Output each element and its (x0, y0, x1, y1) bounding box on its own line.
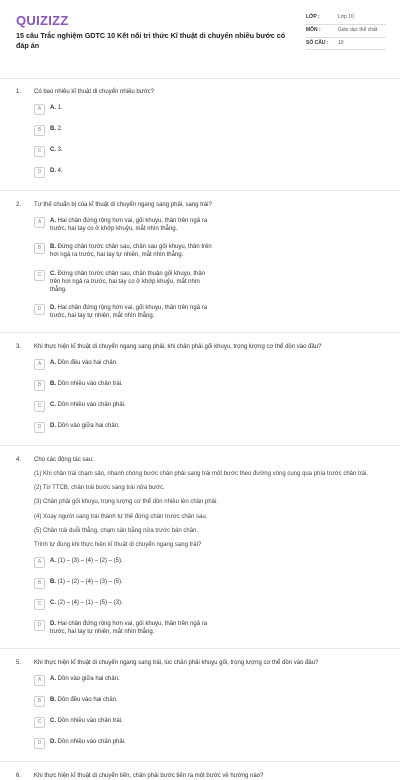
answer-option[interactable] (34, 675, 222, 686)
option-body: Đứng chân trước chân sau, chân thuận gối khuỵu, thân trên hơi ngả ra trước, hai tay co ở khớp khuỷu, mắt nhìn thẳng. (50, 270, 206, 293)
meta-row-count (306, 38, 386, 51)
question-divider (0, 648, 400, 649)
option-text (50, 401, 222, 409)
answer-option[interactable] (34, 557, 222, 568)
option-text (50, 270, 222, 294)
question-statement: Trình tự đúng khi thực hiện kĩ thuật di chuyển ngang sang trái? (34, 541, 202, 548)
option-key: A. (50, 105, 56, 112)
answer-options (16, 104, 384, 188)
answer-option[interactable] (34, 359, 222, 370)
question-number: 4. (16, 457, 22, 464)
option-text (50, 422, 222, 430)
option-text (50, 167, 222, 175)
question-statement: (4) Xoay người sang trái thành tư thế đứng chân trước chân sau. (34, 513, 208, 520)
option-text (50, 675, 222, 683)
question-statement: (5) Chân trái duỗi thẳng, chạm sân bằng nửa trước bàn chân. (34, 527, 199, 534)
meta-value: Giáo dục thể chất (338, 26, 378, 33)
option-body: 1. (57, 105, 63, 112)
option-letter-box: D (34, 620, 45, 631)
option-letter-box: C (34, 401, 45, 412)
option-key: D. (50, 304, 56, 311)
option-letter-box: A (34, 359, 45, 370)
question-statement: (2) Từ TTCB, chân trái bước sang trái nửa bước. (34, 485, 165, 492)
option-key: B. (50, 381, 56, 388)
option-body: Hai chân đứng rộng hơn vai, gối khuỵu, thân trên ngả ra trước, hai tay co ở khớp khuỷu, mắt nhìn thẳng. (50, 218, 208, 233)
option-text (50, 146, 222, 154)
option-letter-box: A (34, 675, 45, 686)
option-letter-box: A (34, 217, 45, 228)
question-text: Tư thế chuẩn bị của kĩ thuật di chuyển ngang sang phải, sang trái? (34, 202, 212, 209)
answer-option[interactable] (34, 717, 222, 728)
option-key: C. (50, 270, 56, 277)
question-text: Có bao nhiêu kĩ thuật di chuyển nhiều bước? (34, 89, 155, 95)
question-text: Khi thực hiện kĩ thuật di chuyển ngang sang trái, lúc chân phải khuỵu gối, trọng lượng cơ thể dồn vào đâu? (34, 659, 319, 666)
option-letter-box: D (34, 738, 45, 749)
option-body: (1) – (2) – (4) – (3) – (5). (57, 578, 123, 585)
meta-value: Lớp 10 (338, 14, 354, 20)
option-body: Dồn nhiều vào chân trái. (57, 381, 123, 388)
question-list (0, 84, 400, 780)
option-letter-box: B (34, 380, 45, 391)
option-key: C. (50, 402, 56, 409)
question-number: 3. (16, 344, 22, 351)
option-key: C. (50, 718, 56, 725)
option-text (50, 578, 222, 586)
option-key: B. (50, 697, 56, 704)
option-body: Dồn đều vào hai chân. (57, 360, 118, 367)
option-body: (1) – (3) – (4) – (2) – (5). (57, 557, 123, 564)
meta-value: 10 (338, 39, 344, 46)
question-number: 1. (16, 89, 22, 95)
question-number: 5. (16, 659, 22, 666)
question-header (16, 339, 384, 351)
option-letter-box: C (34, 146, 45, 157)
option-key: B. (50, 244, 56, 251)
option-body: Dồn vào giữa hai chân. (57, 423, 120, 430)
option-body: Dồn nhiều vào chân phải. (57, 402, 126, 409)
answer-option[interactable] (34, 270, 222, 294)
question-header (16, 768, 384, 780)
option-letter-box: A (34, 104, 45, 115)
option-letter-box: D (34, 422, 45, 433)
meta-row-subject (306, 25, 386, 38)
option-key: A. (50, 676, 56, 683)
answer-option[interactable] (34, 620, 222, 636)
meta-box (306, 12, 386, 50)
option-letter-box: C (34, 717, 45, 728)
answer-option[interactable] (34, 380, 222, 391)
option-key: C. (50, 147, 56, 154)
answer-option[interactable] (34, 146, 222, 157)
option-text (50, 696, 222, 704)
meta-label: SỐ CÂU : (306, 39, 329, 46)
answer-options (16, 359, 384, 443)
answer-option[interactable] (34, 217, 222, 233)
question-divider (0, 332, 400, 333)
option-body: 2. (57, 126, 63, 133)
option-letter-box: C (34, 599, 45, 610)
question-item (0, 655, 400, 759)
page-title: 15 câu Trắc nghiệm GDTC 10 Kết nối tri thức Kĩ thuật di chuyển nhiều bước có đáp án (16, 31, 286, 50)
option-key: A. (50, 557, 56, 564)
option-letter-box: B (34, 578, 45, 589)
question-header (16, 84, 384, 96)
option-body: Hai chân đứng rộng hơn vai, gối khuỵu, thân trên ngả ra trước, hai tay tự nhiên, mắt nhìn thẳng. (50, 620, 208, 635)
answer-option[interactable] (34, 401, 222, 412)
question-item (0, 452, 400, 646)
meta-row-class (306, 12, 386, 25)
option-body: 4. (57, 168, 63, 175)
option-body: Dồn nhiều vào chân phải. (57, 739, 126, 746)
question-statement: (3) Chân phải gối khuỵu, trọng lượng cơ thể dồn nhiều lên chân phải. (34, 499, 219, 506)
question-number: 2. (16, 202, 22, 209)
question-divider (0, 445, 400, 446)
question-item (0, 339, 400, 443)
option-body: Dồn nhiều vào chân trái. (57, 718, 123, 725)
option-key: D. (50, 620, 56, 627)
answer-option[interactable] (34, 696, 222, 707)
question-item (0, 768, 400, 780)
question-item (0, 197, 400, 330)
brand-logo: QUIZIZZ (16, 13, 69, 28)
option-letter-box: D (34, 167, 45, 178)
option-text (50, 738, 222, 746)
option-letter-box: B (34, 243, 45, 254)
header (16, 12, 386, 72)
option-letter-box: A (34, 557, 45, 568)
option-body: Dồn vào giữa hai chân. (57, 676, 120, 683)
option-body: Đứng chân trước chân sau, chân sau gối khuỵu, thân trên hơi ngả ra trước, hai tay tự nhiên, mắt nhìn thẳng. (50, 244, 212, 259)
question-text: Cho các động tác sau: (34, 457, 94, 464)
answer-option[interactable] (34, 304, 222, 320)
option-key: B. (50, 578, 56, 585)
option-letter-box: B (34, 696, 45, 707)
option-text (50, 380, 222, 388)
option-body: Hai chân đứng rộng hơn vai, gối khuỵu, thân trên ngả ra trước, hai tay tự nhiên, mắt nhìn thẳng. (50, 304, 208, 319)
option-key: D. (50, 739, 56, 746)
question-number: 6. (16, 773, 22, 780)
answer-option[interactable] (34, 243, 222, 259)
option-text (50, 557, 222, 565)
option-letter-box: C (34, 270, 45, 281)
answer-option[interactable] (34, 738, 222, 749)
question-header (16, 197, 384, 209)
meta-label: MÔN : (306, 26, 321, 33)
question-item (0, 84, 400, 188)
header-divider (0, 78, 400, 79)
answer-option[interactable] (34, 578, 222, 589)
question-header (16, 655, 384, 667)
option-key: C. (50, 599, 56, 606)
option-key: D. (50, 423, 56, 430)
option-text (50, 217, 222, 233)
option-letter-box: B (34, 125, 45, 136)
question-text: Khi thực hiện kĩ thuật di chuyển tiến, chân phải bước tiến ra một bước về hướng nào? (34, 773, 264, 780)
option-text (50, 243, 222, 259)
option-body: Dồn đều vào hai chân. (57, 697, 118, 704)
option-text (50, 304, 222, 320)
option-letter-box: D (34, 304, 45, 315)
answer-option[interactable] (34, 422, 222, 433)
question-header (16, 452, 384, 464)
option-key: A. (50, 218, 56, 225)
option-text (50, 620, 222, 636)
option-text (50, 717, 222, 725)
meta-label: LỚP : (306, 14, 320, 20)
answer-option[interactable] (34, 125, 222, 136)
option-key: D. (50, 168, 56, 175)
answer-options (16, 217, 384, 330)
option-text (50, 359, 222, 367)
option-body: (2) – (4) – (1) – (5) – (3). (57, 599, 123, 606)
option-text (50, 125, 222, 133)
option-text (50, 104, 222, 112)
question-text: Khi thực hiện kĩ thuật di chuyển ngang sang phải, khi chân phải gối khuỵu, trọng lượng cơ thể dồn vào đâu? (34, 344, 322, 351)
option-key: B. (50, 126, 56, 133)
question-divider (0, 761, 400, 762)
answer-options (16, 675, 384, 759)
answer-options (16, 557, 384, 646)
option-key: A. (50, 360, 56, 367)
option-body: 3. (57, 147, 63, 154)
answer-option[interactable] (34, 167, 222, 178)
question-statement: (1) Khi chân trái chạm sân, nhanh chóng bước chân phải sang trái một bước theo đường vòng cung qua phía trước chân trái. (34, 471, 368, 478)
answer-option[interactable] (34, 599, 222, 610)
answer-option[interactable] (34, 104, 222, 115)
question-divider (0, 190, 400, 191)
